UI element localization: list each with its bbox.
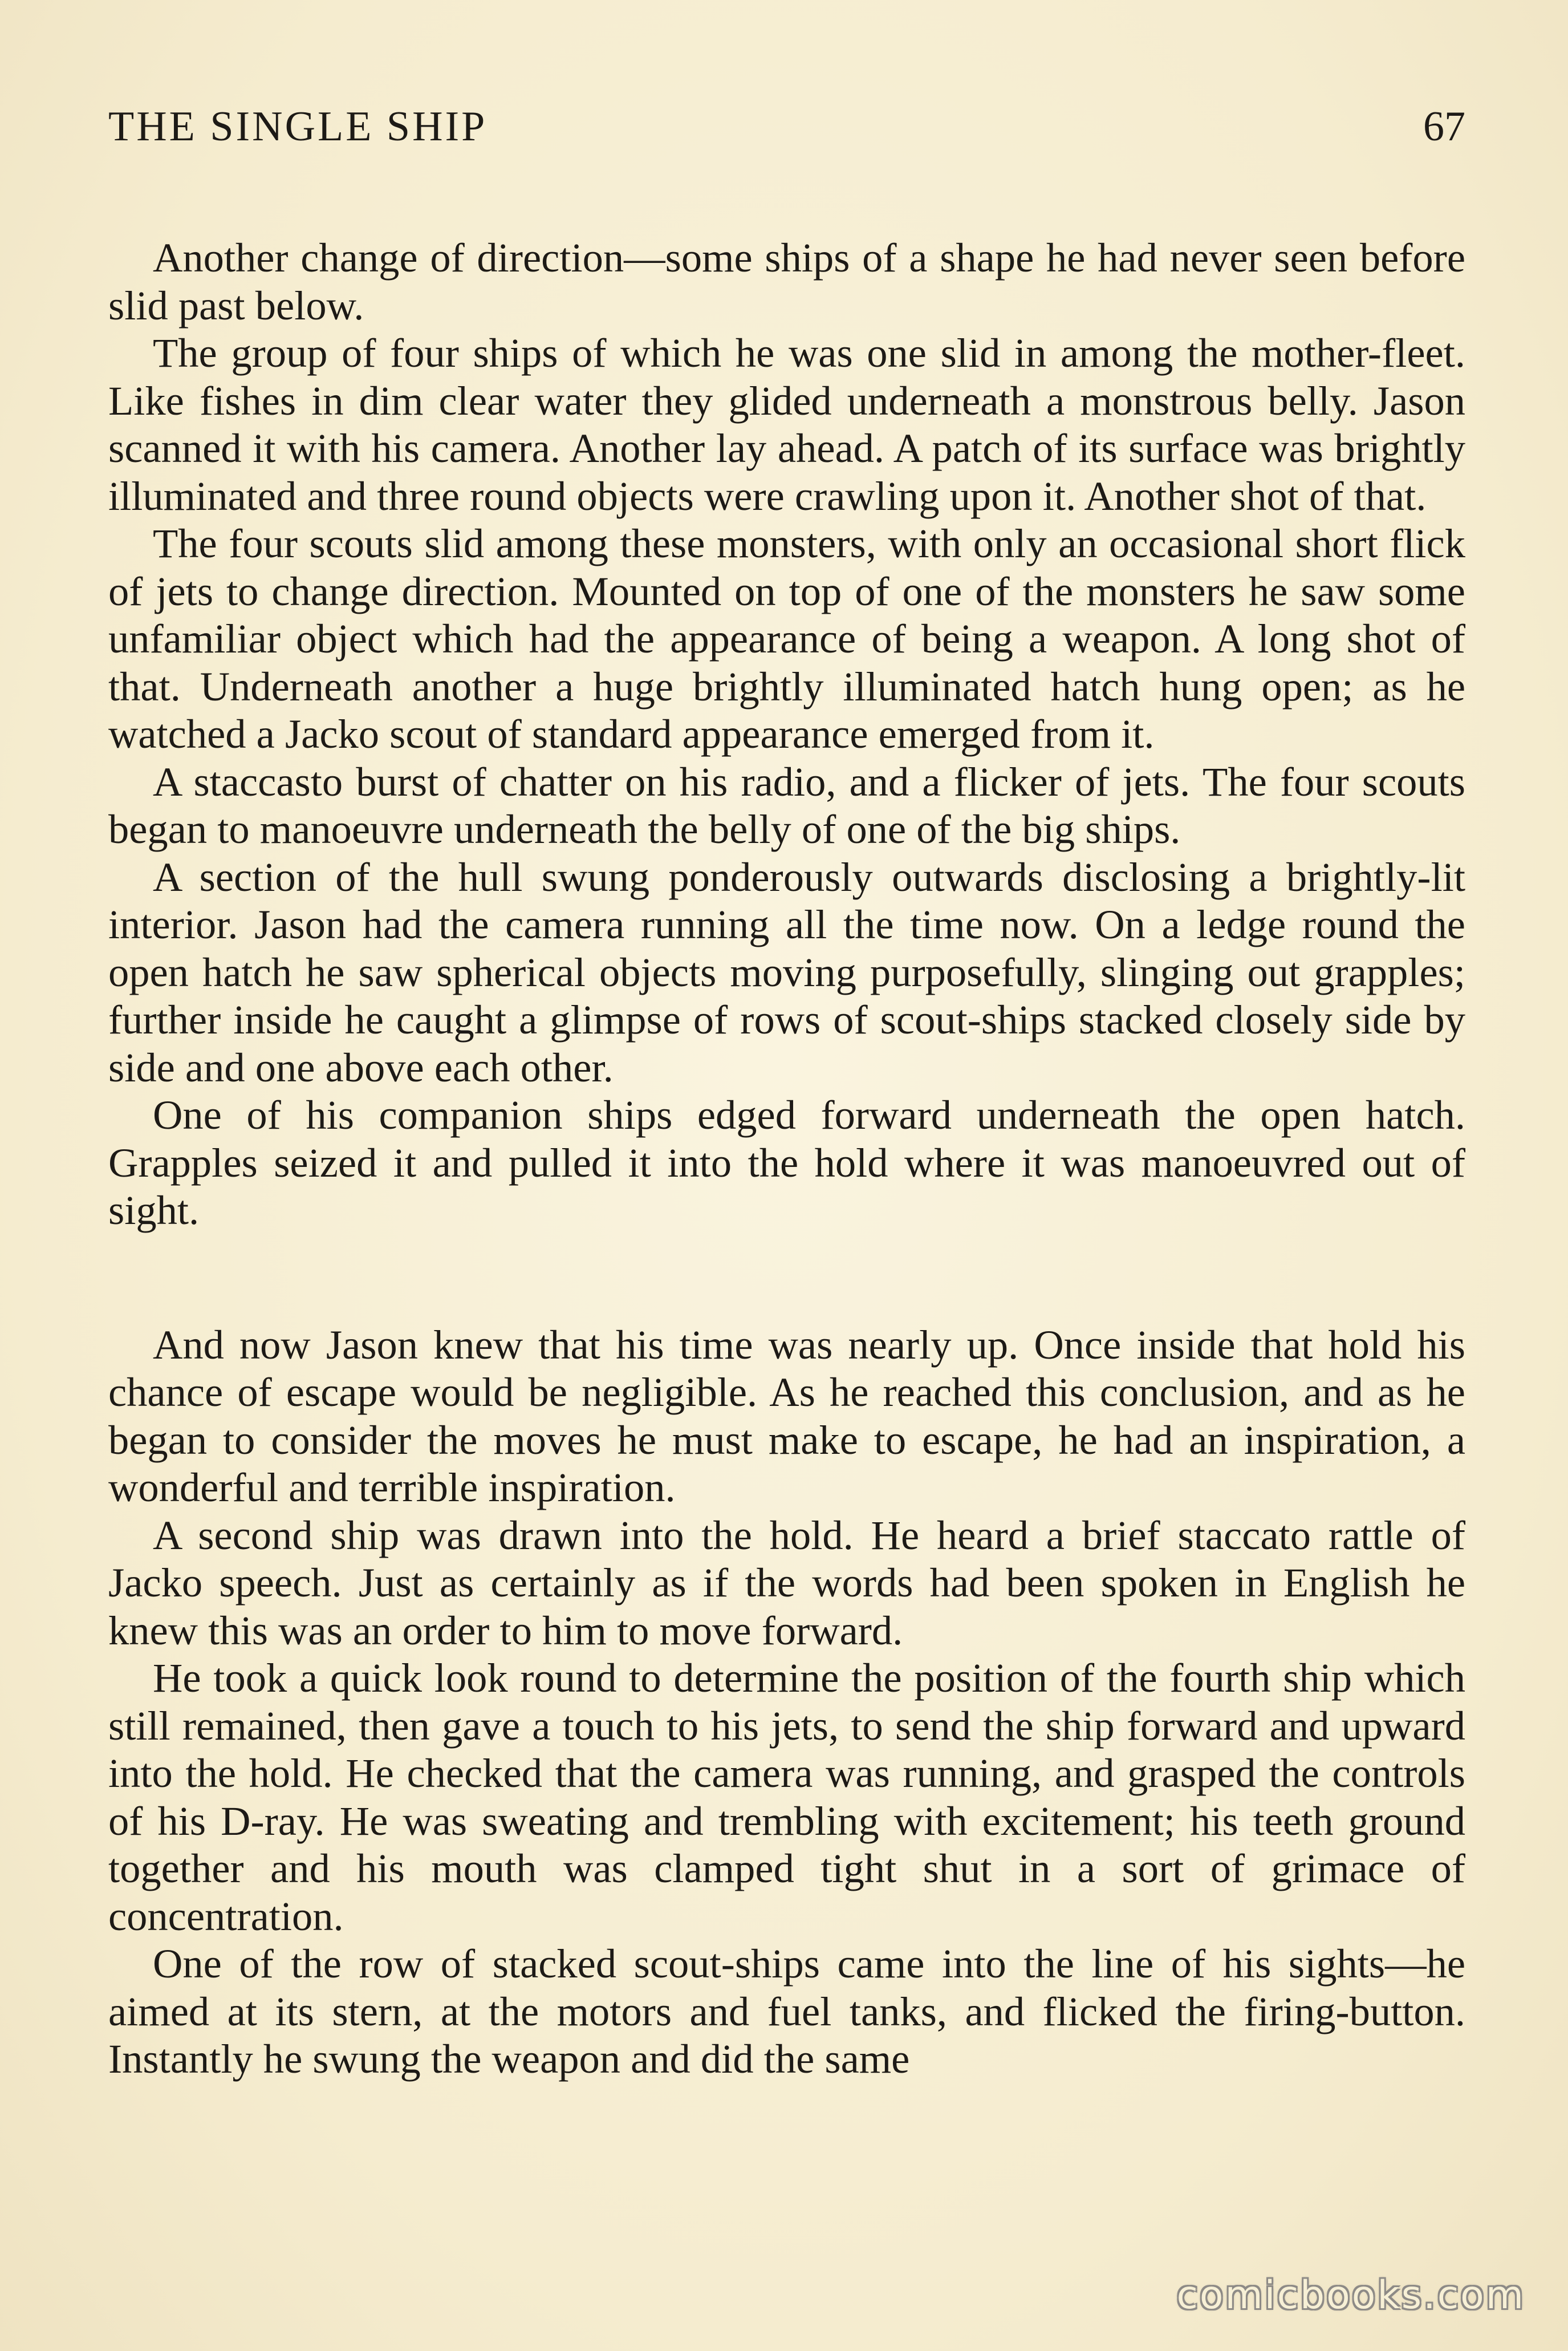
chapter-title: THE SINGLE SHIP bbox=[108, 103, 488, 150]
paragraph: And now Jason knew that his time was nearly up. Once inside that hold his chance of escape would be negligible. As he reached this conclusion, and as he began to consider the moves he must make to escape, he had an inspiration, a wonderful and terrible inspiration. bbox=[108, 1321, 1465, 1510]
paragraph: A section of the hull swung ponderously outwards disclosing a brightly-lit interior. Jason had the camera running all the time now. On a ledge round the open hatch he saw spherical objects moving purposefully, slinging out grapples; further inside he caught a glimpse of rows of scout-ships stacked closely side by side and one above each other. bbox=[108, 853, 1465, 1091]
paragraph: One of his companion ships edged forward underneath the open hatch. Grapples seized it and pulled it into the hold where it was manoeuvred out of sight. bbox=[108, 1092, 1465, 1233]
page-number: 67 bbox=[1423, 103, 1465, 150]
watermark: comicbooks.com bbox=[1176, 2273, 1525, 2318]
body-text bbox=[108, 234, 1465, 2083]
paragraph: A second ship was drawn into the hold. He heard a brief staccato rattle of Jacko speech. Just as certainly as if the words had been spoken in English he knew this was an order to him to move forward. bbox=[108, 1511, 1465, 1653]
paragraph: A staccasto burst of chatter on his radio, and a flicker of jets. The four scouts began to manoeuvre underneath the belly of one of the big ships. bbox=[108, 758, 1465, 852]
paragraph: The four scouts slid among these monsters, with only an occasional short flick of jets to change direction. Mounted on top of one of the monsters he saw some unfamiliar object which had the appearance of being a weapon. A long shot of that. Underneath another a huge brightly illuminated hatch hung open; as he watched a Jacko scout of standard appearance emerged from it. bbox=[108, 520, 1465, 757]
paragraph: He took a quick look round to determine the position of the fourth ship which still remained, then gave a touch to his jets, to send the ship forward and upward into the hold. He checked that the camera was running, and grasped the controls of his D-ray. He was sweating and trembling with excitement; his teeth ground together and his mouth was clamped tight shut in a sort of grimace of concentration. bbox=[108, 1655, 1465, 1939]
paragraph: The group of four ships of which he was one slid in among the mother-fleet. Like fishes in dim clear water they glided underneath a monstrous belly. Jason scanned it with his camera. Another lay ahead. A patch of its surface was brightly illuminated and three round objects were crawling upon it. Another shot of that. bbox=[108, 330, 1465, 519]
running-header bbox=[108, 97, 1465, 160]
paragraph: One of the row of stacked scout-ships came into the line of his sights—he aimed at its stern, at the motors and fuel tanks, and flicked the firing-button. Instantly he swung the weapon and did the same bbox=[108, 1940, 1465, 2082]
book-page bbox=[108, 97, 1465, 2083]
paragraph: Another change of direction—some ships of a shape he had never seen before slid past below. bbox=[108, 234, 1465, 329]
section-break bbox=[108, 1234, 1465, 1321]
